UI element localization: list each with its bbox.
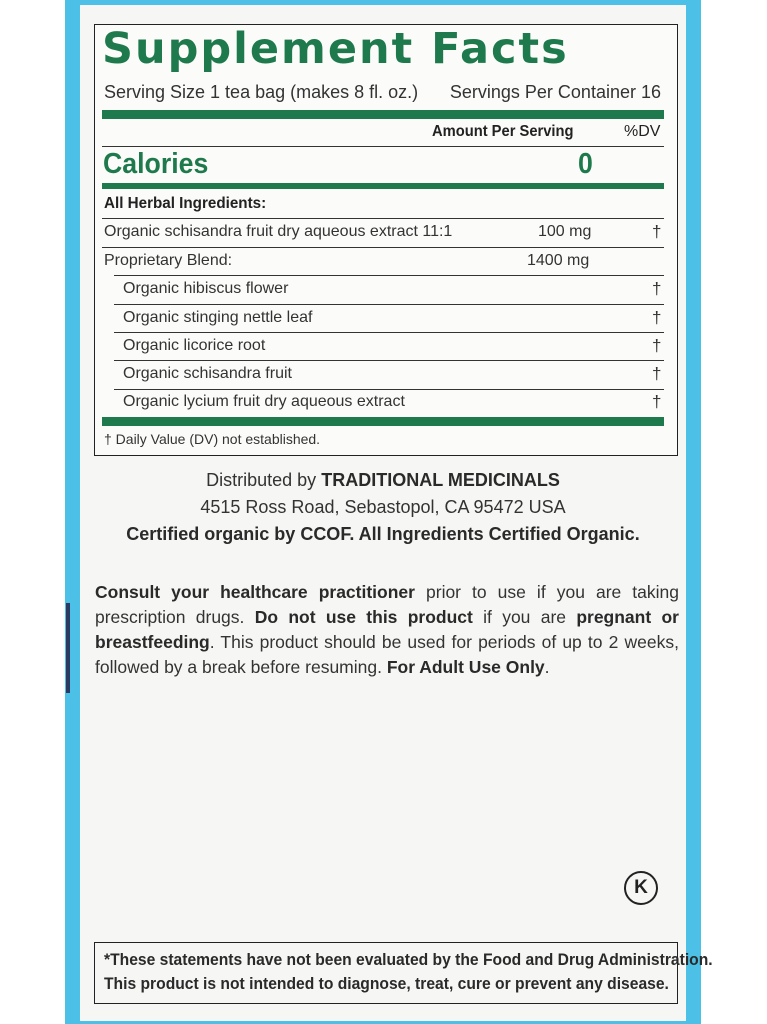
ingredient-row-dv: † xyxy=(652,308,662,327)
distributor-address: 4515 Ross Road, Sebastopol, CA 95472 USA xyxy=(200,497,566,517)
warning-span: prior to use if you are taking prescription drugs. xyxy=(95,582,679,627)
certification: Certified organic by CCOF. All Ingredients Certified Organic. xyxy=(126,524,640,544)
supplement-facts-title: Supplement Facts xyxy=(102,24,569,74)
ingredient-row-name: Organic stinging nettle leaf xyxy=(123,309,313,326)
fda-disclaimer xyxy=(104,948,713,996)
ingredient-row-name: Organic schisandra fruit xyxy=(123,365,292,382)
kosher-icon: K xyxy=(624,871,658,905)
amount-per-serving-header: Amount Per Serving xyxy=(432,123,574,140)
distributor-line xyxy=(80,470,686,491)
serving-size: Serving Size 1 tea bag (makes 8 fl. oz.) xyxy=(104,82,419,102)
ingredient-row-dv: † xyxy=(652,336,662,355)
divider xyxy=(114,389,664,390)
warning-bold: pregnant or breastfeeding xyxy=(95,607,679,652)
warning-bold: For Adult Use Only xyxy=(386,657,545,677)
dv-footnote: † Daily Value (DV) not established. xyxy=(104,431,321,447)
warning-span: if you are xyxy=(472,607,577,627)
divider xyxy=(114,332,664,333)
warning-span: . xyxy=(544,657,550,677)
thick-divider xyxy=(102,417,664,426)
ingredient-row-name: Organic hibiscus flower xyxy=(123,280,289,297)
servings-per-container: Servings Per Container 16 xyxy=(449,82,661,102)
divider xyxy=(114,275,664,276)
distributor-name: TRADITIONAL MEDICINALS xyxy=(321,470,560,490)
divider xyxy=(102,146,664,147)
ingredient-row-dv: † xyxy=(652,392,662,411)
divider xyxy=(114,360,664,361)
calories-value: 0 xyxy=(578,148,593,180)
divider xyxy=(114,304,664,305)
calories-label: Calories xyxy=(103,148,209,180)
ingredient-row-dv: † xyxy=(652,222,662,241)
warning-bold: Consult your healthcare practitioner xyxy=(95,582,415,602)
ingredient-row-amount: 1400 mg xyxy=(527,252,590,269)
medium-divider xyxy=(102,183,664,189)
divider xyxy=(102,247,664,248)
warning-span: . This product should be used for periods of up to 2 weeks, followed by a break before resuming. xyxy=(95,632,679,677)
ingredient-row-name: Organic schisandra fruit dry aqueous extract 11:1 xyxy=(104,223,453,240)
disclaimer-line-2: This product is not intended to diagnose, treat, cure or prevent any disease. xyxy=(104,974,669,993)
ingredient-row-dv: † xyxy=(652,364,662,383)
edge-mark xyxy=(66,603,70,693)
distributor-prefix: Distributed by xyxy=(206,470,317,490)
ingredient-row-name: Organic licorice root xyxy=(123,337,266,354)
divider xyxy=(102,218,664,219)
warning-bold: Do not use this product xyxy=(254,607,473,627)
ingredients-header: All Herbal Ingredients: xyxy=(104,195,267,212)
thick-divider xyxy=(102,110,664,119)
disclaimer-line-1: *These statements have not been evaluated by the Food and Drug Administration. xyxy=(104,950,713,969)
ingredient-row-name: Proprietary Blend: xyxy=(104,252,233,269)
warning-text xyxy=(95,580,679,680)
ingredient-row-dv: † xyxy=(652,279,662,298)
ingredient-row-amount: 100 mg xyxy=(538,223,592,240)
ingredient-row-name: Organic lycium fruit dry aqueous extract xyxy=(123,393,405,410)
dv-header: %DV xyxy=(624,123,661,140)
